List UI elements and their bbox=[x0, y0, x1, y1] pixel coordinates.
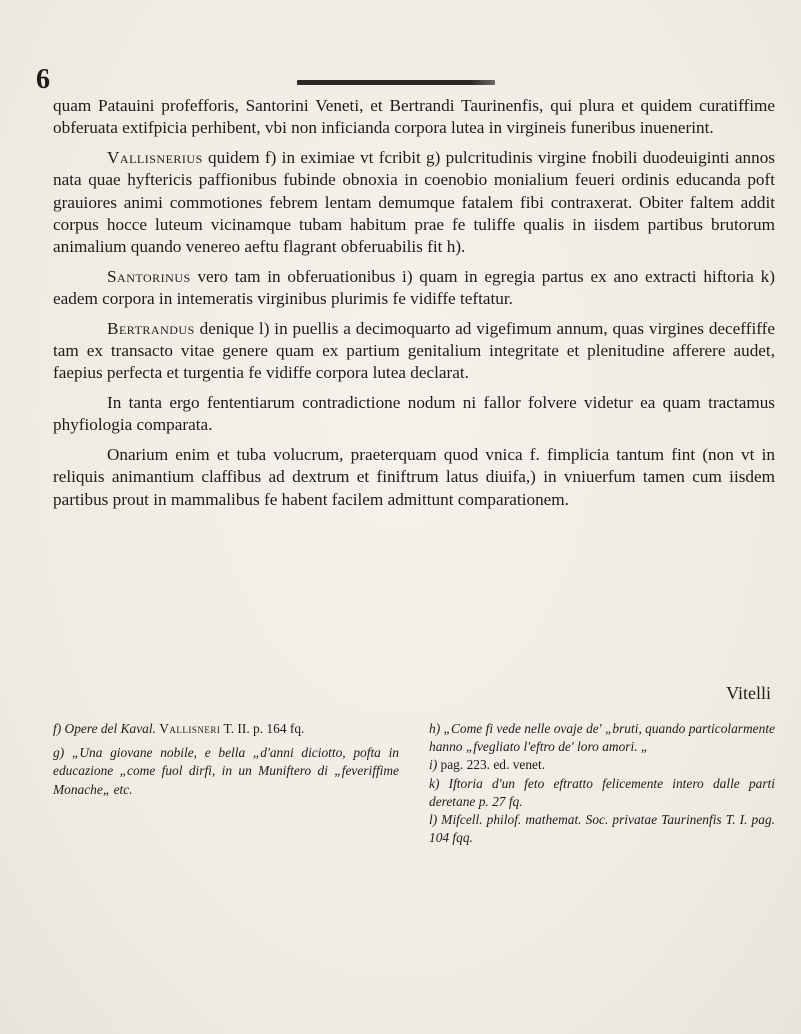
paragraph-3-text: vero tam in obferuationibus i) quam in egregia partus ex ano extracti hiftoria k) eadem corpora in intemeratis virginibus plurimis fe vidiffe teftatur. bbox=[53, 266, 775, 309]
footnote-mark: l) bbox=[429, 812, 438, 828]
footnote-mark: f) bbox=[53, 721, 62, 736]
footnote-l bbox=[429, 811, 775, 847]
main-text bbox=[53, 95, 775, 511]
footnotes-left-column bbox=[53, 720, 399, 847]
catchword: Vitelli bbox=[726, 683, 771, 703]
footnote-i bbox=[429, 756, 775, 774]
footnote-h bbox=[429, 720, 775, 756]
footnote-mark: i) bbox=[429, 757, 438, 773]
footnote-g bbox=[53, 744, 399, 799]
paragraph-2-text: quidem f) in eximiae vt fcribit g) pulcritudinis virgine fnobili duodeuiginti annos nata quae hyftericis paffionibus fubinde obnoxia in coenobio monialium feueri ordinis educanda poft grauiores animi commotiones febrem lentam demumque fatalem fibi contraxerat. Obiter faltem addit corpus hocce luteum vicinamque tubam habitum prae fe tuliffe qualis in iisdem partibus brutorum animalium quando venereo aeftu flagrant obferuabilis fit h). bbox=[53, 147, 775, 257]
paragraph-6-text: Onarium enim et tuba volucrum, praeterquam quod vnica f. fimplicia tantum fint (non vt in reliquis animantium claffibus ad dextrum et finiftrum latus diuifa,) in vniuerfum tamen cum iisdem partibus prout in mammalibus fe habent facilem admittunt comparationem. bbox=[53, 444, 775, 509]
paragraph-2 bbox=[53, 147, 775, 259]
footnote-k bbox=[429, 775, 775, 811]
footnote-text: Mifcell. philof. mathemat. Soc. privatae Taurinenfis T. I. pag. 104 fqq. bbox=[429, 812, 775, 846]
footnote-text: pag. 223. ed. venet. bbox=[440, 757, 546, 773]
header-rule bbox=[297, 80, 495, 85]
paragraph-5 bbox=[53, 392, 775, 437]
footnote-text: „Una giovane nobile, e bella „d'anni diciotto, pofta in educazione „come fuol dirfi, in un Muniftero di „feveriffime Monache„ etc. bbox=[53, 745, 399, 797]
author-santorinus: Santorinus bbox=[107, 266, 191, 286]
footnote-f bbox=[53, 720, 399, 738]
author-vallisnerius: Vallisnerius bbox=[107, 147, 203, 167]
paragraph-3 bbox=[53, 266, 775, 311]
footnote-title: Opere del Kaval. bbox=[64, 721, 156, 736]
footnote-text: „Come fi vede nelle ovaje de' „bruti, quando particolarmente hanno „fvegliato l'eftro de' loro amori. „ bbox=[429, 721, 775, 755]
footnotes-right-column bbox=[429, 720, 775, 847]
paragraph-1-text: quam Patauini profefforis, Santorini Veneti, et Bertrandi Taurinenfis, qui plura et quidem curatiffime obferuata extifpicia perhibent, vbi non inficianda corpora lutea in virgineis funeribus inuenerint. bbox=[53, 96, 775, 138]
paragraph-4-text: denique l) in puellis a decimoquarto ad vigefimum annum, quas virgines deceffiffe tam ex transacto vitae genere quam ex partium genitalium integritate et plenitudine afferere audet, faepius perfecta et turgentia fe vidiffe corpora lutea declarat. bbox=[53, 318, 775, 383]
footnote-text: T. II. p. 164 fq. bbox=[223, 721, 305, 736]
footnotes bbox=[53, 720, 775, 847]
footnote-mark: k) bbox=[429, 775, 440, 791]
paragraph-5-text: In tanta ergo fententiarum contradictione nodum ni fallor folvere videtur ea quam tractamus phyfiologia comparata. bbox=[53, 392, 775, 435]
page-number: 6 bbox=[36, 64, 50, 95]
footnote-mark: g) bbox=[53, 745, 65, 761]
author-bertrandus: Bertrandus bbox=[107, 318, 195, 338]
footnote-text: Iftoria d'un feto eftratto felicemente intero dalle parti deretane p. 27 fq. bbox=[429, 775, 775, 809]
footnote-mark: h) bbox=[429, 721, 441, 736]
paragraph-1 bbox=[53, 95, 775, 140]
paragraph-4 bbox=[53, 318, 775, 385]
footnote-author: Vallisneri bbox=[159, 721, 221, 736]
paragraph-6 bbox=[53, 444, 775, 511]
